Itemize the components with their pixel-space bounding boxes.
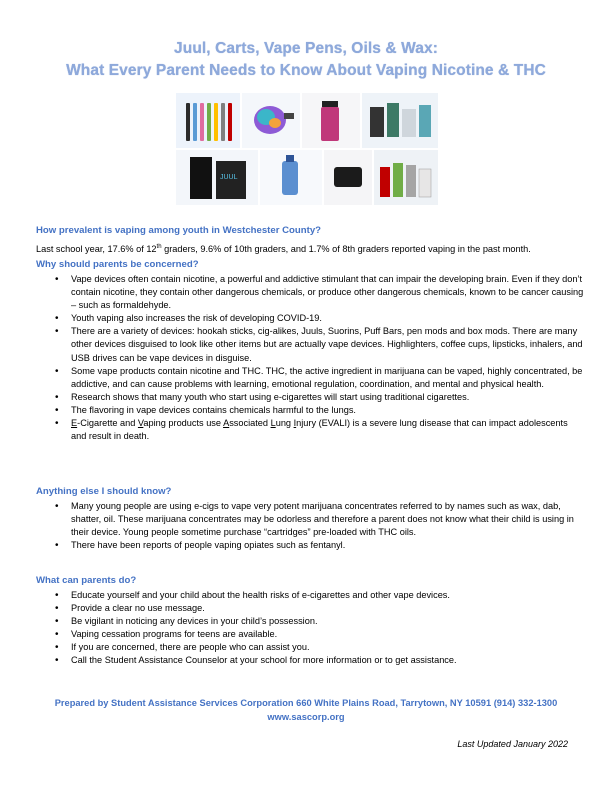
evali-w4: ung — [275, 418, 294, 429]
prevalence-text-end: graders, 9.6% of 10th graders, and 1.7% of 8th graders reported vaping in the past month. — [161, 244, 531, 255]
heading-anything-else: Anything else I should know? — [36, 486, 172, 497]
prevalence-text-start: Last school year, 17.6% of 12 — [36, 244, 157, 255]
juul-label: JUUL — [220, 174, 238, 181]
list-item: • Vape devices often contain nicotine, a powerful and addictive stimulant that can impair the developing brain. Even if they don’t contain nicotine, they contain other dangerous chemicals, or produce other dangerous chemicals, known to be cancer causing – such as formaldehyde. — [36, 273, 584, 312]
list-item-evali — [36, 417, 584, 443]
list-item: • There are a variety of devices: hookah sticks, cig-alikes, Juuls, Suorins, Puff Bars, pen mods and box mods. There are many other devices disguised to look like other items but are actually vape devices. Highlighters, coffee cups, lipsticks, inhalers, and USB drives can be vape devices in disguise. — [36, 325, 584, 364]
list-item: • Youth vaping also increases the risk of developing COVID-19. — [36, 312, 584, 325]
title-line-2: What Every Parent Needs to Know About Vaping Nicotine & THC — [66, 62, 546, 79]
heading-concerns: Why should parents be concerned? — [36, 259, 199, 270]
list-item: • Be vigilant in noticing any devices in your child’s possession. — [36, 615, 584, 628]
list-item: • If you are concerned, there are people who can assist you. — [36, 641, 584, 654]
list-item: • The flavoring in vape devices contains chemicals harmful to the lungs. — [36, 404, 584, 417]
list-item: • Provide a clear no use message. — [36, 602, 584, 615]
vape-devices-collage — [176, 93, 438, 205]
list-item: • Many young people are using e-cigs to vape very potent marijuana concentrates referred to by names such as wax, dab, shatter, oil. These marijuana concentrates may be odorless and therefore a parent does not know what their child is using in their device. Young people sometime purchase “cartridges” pre-loaded with THC oils. — [36, 500, 584, 539]
list-item: • There have been reports of people vaping opiates such as fentanyl. — [36, 539, 584, 552]
evali-w2: aping products use — [143, 418, 224, 429]
evali-w5: njury (EVALI) is a severe lung disease that can impact adolescents and result in death. — [71, 418, 568, 442]
parents-actions-list — [36, 589, 584, 668]
prevalence-text — [36, 241, 531, 255]
list-item: • Vaping cessation programs for teens are available. — [36, 628, 584, 641]
evali-a: A — [223, 418, 230, 429]
evali-l: L — [270, 418, 276, 429]
list-item: • Call the Student Assistance Counselor at your school for more information or to get assistance. — [36, 654, 584, 667]
evali-v: V — [137, 418, 144, 429]
list-item: • Some vape products contain nicotine and THC. THC, the active ingredient in marijuana can be vaped, highly concentrated, be addictive, and can cause problems with learning, emotional regulation, coordination, and mental and physical health. — [36, 365, 584, 391]
list-item: • Educate yourself and your child about the health risks of e-cigarettes and other vape devices. — [36, 589, 584, 602]
evali-i: I — [293, 418, 297, 429]
black-pod-icon — [334, 167, 362, 187]
footer-prepared-by: Prepared by Student Assistance Services Corporation 660 White Plains Road, Tarrytown, NY 10591 (914) 332-1300 — [54, 698, 558, 708]
evali-w1: -Cigarette and — [77, 418, 138, 429]
evali-e: E — [71, 418, 78, 429]
last-updated: Last Updated January 2022 — [457, 739, 568, 749]
anything-else-list — [36, 500, 584, 552]
evali-w3: ssociated — [229, 418, 271, 429]
heading-what-can-parents-do: What can parents do? — [36, 575, 137, 586]
footer-website-link[interactable]: www.sascorp.org — [267, 712, 345, 722]
heading-prevalence: How prevalent is vaping among youth in Westchester County? — [36, 225, 322, 236]
pink-pod-icon — [321, 101, 339, 141]
juul-box-icon — [190, 157, 246, 199]
title-line-1: Juul, Carts, Vape Pens, Oils & Wax: — [174, 40, 438, 57]
concerns-list — [36, 273, 584, 443]
prevalence-sup: th — [156, 244, 162, 250]
list-item: • Research shows that many youth who start using e-cigarettes will start using traditional cigarettes. — [36, 391, 584, 404]
collage-graphic — [176, 93, 438, 205]
